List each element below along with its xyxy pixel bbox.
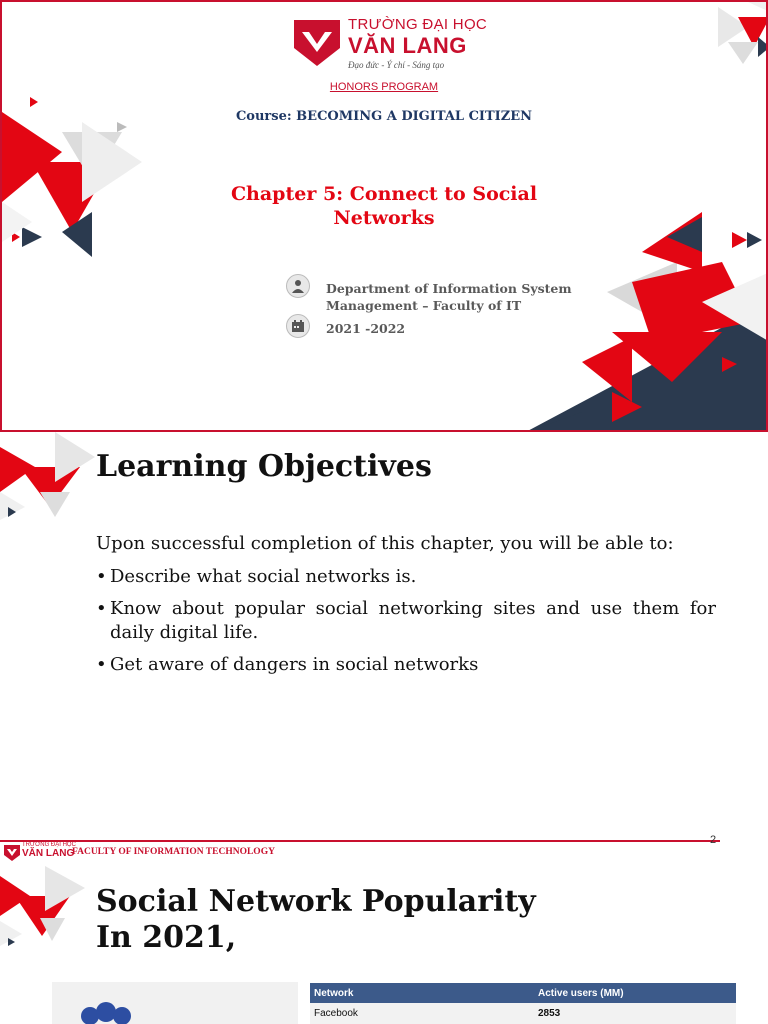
column-header-active-users: Active users (MM) <box>534 983 736 1003</box>
slide-corner-decoration <box>0 432 100 527</box>
faculty-label: FACULTY OF INFORMATION TECHNOLOGY <box>72 847 275 857</box>
program-label: HONORS PROGRAM <box>329 81 439 93</box>
objective-text: Describe what social networks is. <box>110 566 417 587</box>
objective-bullet: • Get aware of dangers in social networks <box>96 654 479 675</box>
small-logo-icon <box>3 844 21 862</box>
slide-title-line-2: In 2021, <box>96 920 237 955</box>
logo-motto: Đạo đức - Ý chí - Sáng tạo <box>348 60 445 70</box>
network-users-table <box>310 983 736 1024</box>
logo-line-2: VĂN LANG <box>348 33 467 58</box>
table-row <box>310 1003 736 1024</box>
chapter-title-line-1: Chapter 5: Connect to Social <box>230 183 538 205</box>
column-header-network: Network <box>310 983 534 1003</box>
university-logo-icon <box>292 18 342 68</box>
logo-line-1: TRƯỜNG ĐẠI HỌC <box>348 16 488 33</box>
calendar-icon <box>286 314 310 338</box>
network-cell: Facebook <box>310 1003 534 1024</box>
slide-title: Learning Objectives <box>96 449 432 484</box>
slide-corner-decoration <box>0 866 90 956</box>
top-right-decoration <box>708 2 768 72</box>
users-cell: 2853 <box>534 1003 736 1024</box>
objectives-slide <box>0 432 768 814</box>
small-logo-line-1: TRƯỜNG ĐẠI HỌC <box>22 842 76 848</box>
objective-text: Get aware of dangers in social networks <box>110 654 479 675</box>
small-logo-line-2: VĂN LANG <box>22 848 75 859</box>
academic-year: 2021 -2022 <box>326 321 406 336</box>
objective-text: Know about popular social networking sites and use them for daily digital life. <box>110 598 716 643</box>
person-icon <box>286 274 310 298</box>
header-rule <box>0 840 720 842</box>
department-line-2: Management – Faculty of IT <box>326 298 522 313</box>
department-line-1: Department of Information System <box>326 281 572 296</box>
bottom-right-decoration <box>522 212 768 432</box>
stat-card <box>52 982 298 1024</box>
title-slide <box>0 0 768 432</box>
table-header-row <box>310 983 736 1003</box>
objective-bullet: • Know about popular social networking sites and use them for daily digital life. <box>96 598 716 643</box>
course-title: Course: BECOMING A DIGITAL CITIZEN <box>235 109 533 124</box>
objectives-intro: Upon successful completion of this chapter, you will be able to: <box>96 533 674 554</box>
page-number: 2 <box>710 834 717 846</box>
users-icon <box>80 1002 132 1024</box>
objective-bullet: • Describe what social networks is. <box>96 566 417 587</box>
slide-title-line-1: Social Network Popularity <box>96 884 536 919</box>
chapter-title-line-2: Networks <box>333 207 435 229</box>
